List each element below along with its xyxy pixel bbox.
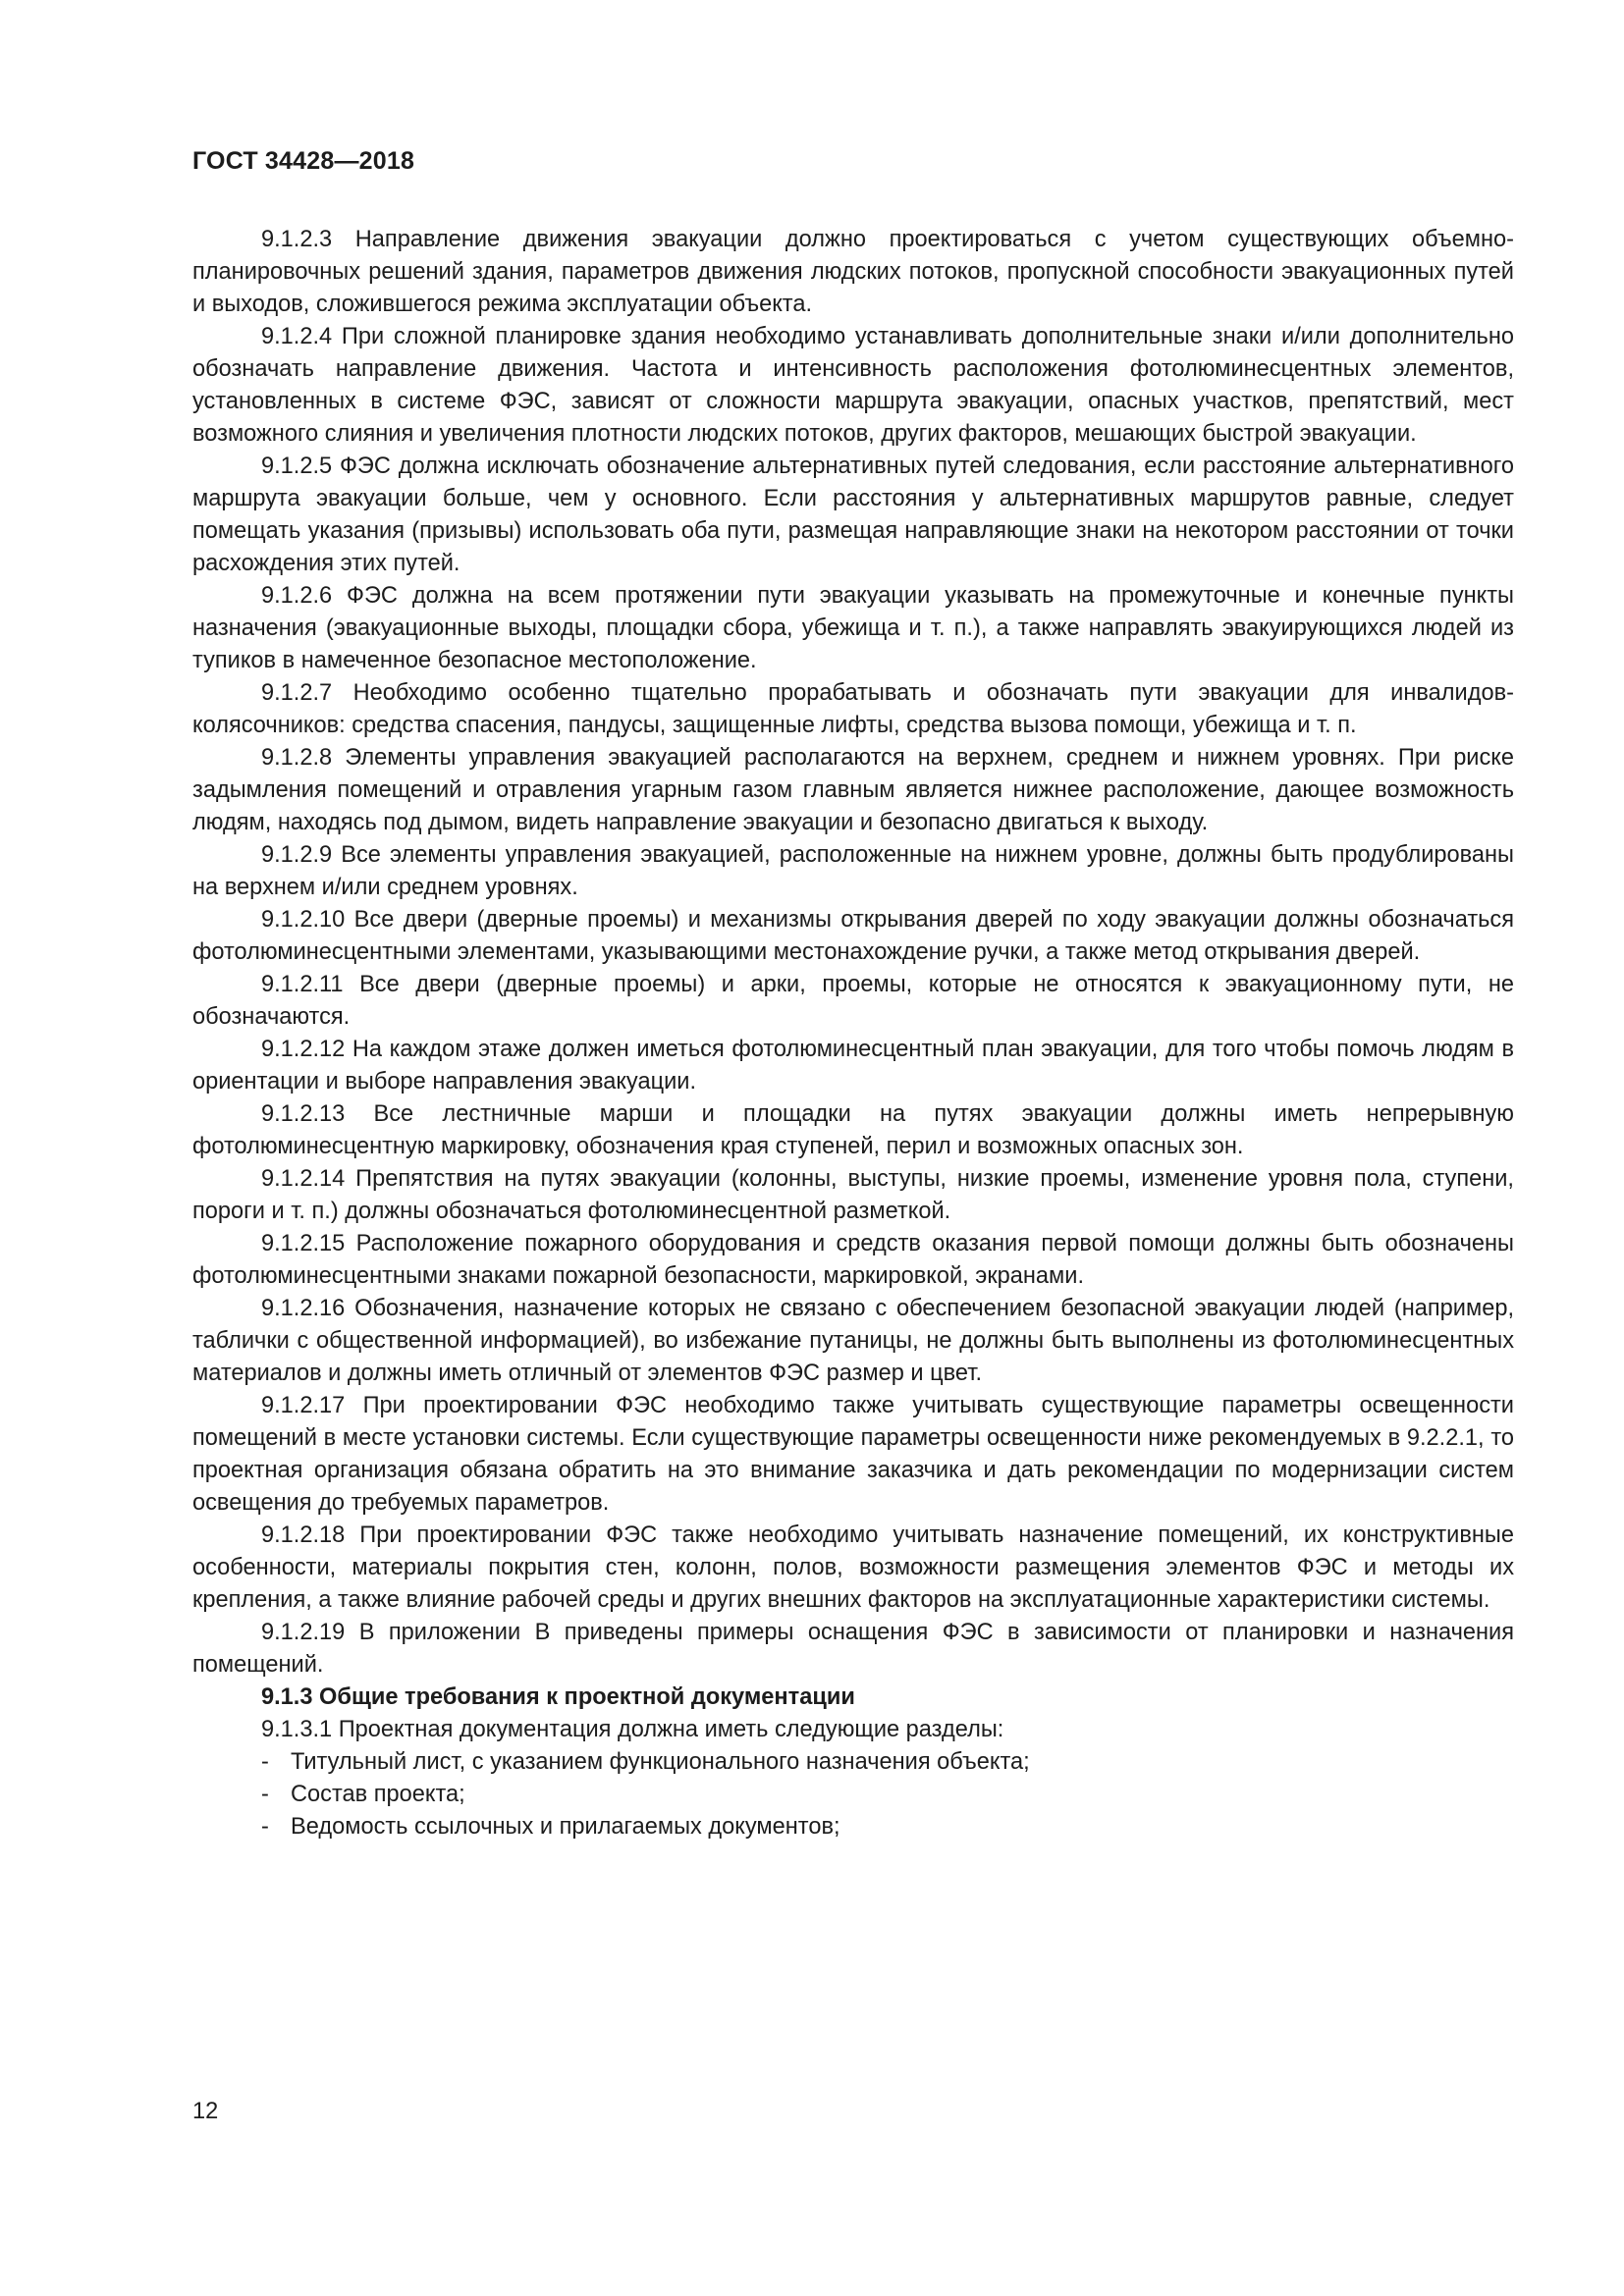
paragraph-9-1-2-13: 9.1.2.13 Все лестничные марши и площадки на путях эвакуации должны иметь непрерывную фотолюминесцентную маркировку, обозначения края ступеней, перил и возможных опасных зон. (192, 1101, 1514, 1159)
paragraph-9-1-2-5: 9.1.2.5 ФЭС должна исключать обозначение альтернативных путей следования, если расстояние альтернативного маршрута эвакуации больше, чем у основного. Если расстояния у альтернативных маршрутов равные, следует помещать указания (призывы) использовать оба пути, размещая направляющие знаки на некотором расстоянии от точки расхождения этих путей. (192, 454, 1514, 576)
list-item (192, 1811, 1514, 1843)
paragraph-9-1-2-19: 9.1.2.19 В приложении В приведены примеры оснащения ФЭС в зависимости от планировки и назначения помещений. (192, 1620, 1514, 1678)
paragraph-9-1-2-15: 9.1.2.15 Расположение пожарного оборудования и средств оказания первой помощи должны быть обозначены фотолюминесцентными знаками пожарной безопасности, маркировкой, экранами. (192, 1231, 1514, 1289)
list-item-text: Состав проекта; (291, 1782, 465, 1807)
list-dash: - (261, 1814, 269, 1840)
document-body (192, 224, 1514, 1843)
paragraph-9-1-2-10: 9.1.2.10 Все двери (дверные проемы) и механизмы открывания дверей по ходу эвакуации должны обозначаться фотолюминесцентными элементами, указывающими местонахождение ручки, а также метод открывания дверей. (192, 907, 1514, 965)
list-dash: - (261, 1782, 269, 1807)
page-number: 12 (192, 2099, 219, 2124)
paragraph-9-1-2-18: 9.1.2.18 При проектировании ФЭС также необходимо учитывать назначение помещений, их конструктивные особенности, материалы покрытия стен, колонн, полов, возможности размещения элементов ФЭС и методы их крепления, а также влияние рабочей среды и других внешних факторов на эксплуатационные характеристики системы. (192, 1522, 1514, 1613)
document-code-header: ГОСТ 34428—2018 (192, 147, 415, 175)
paragraph-9-1-2-7: 9.1.2.7 Необходимо особенно тщательно прорабатывать и обозначать пути эвакуации для инвалидов-колясочников: средства спасения, пандусы, защищенные лифты, средства вызова помощи, убежища и т. п. (192, 680, 1514, 738)
paragraph-9-1-2-12: 9.1.2.12 На каждом этаже должен иметься фотолюминесцентный план эвакуации, для того чтобы помочь людям в ориентации и выборе направления эвакуации. (192, 1037, 1514, 1095)
list-item-text: Титульный лист, с указанием функционального назначения объекта; (291, 1749, 1030, 1775)
list-item (192, 1746, 1514, 1779)
paragraph-9-1-2-11: 9.1.2.11 Все двери (дверные проемы) и арки, проемы, которые не относятся к эвакуационному пути, не обозначаются. (192, 972, 1514, 1030)
paragraph-9-1-2-9: 9.1.2.9 Все элементы управления эвакуацией, расположенные на нижнем уровне, должны быть продублированы на верхнем и/или среднем уровнях. (192, 842, 1514, 900)
paragraph-9-1-2-6: 9.1.2.6 ФЭС должна на всем протяжении пути эвакуации указывать на промежуточные и конечные пункты назначения (эвакуационные выходы, площадки сбора, убежища и т. п.), а также направлять эвакуирующихся людей из тупиков в намеченное безопасное местоположение. (192, 583, 1514, 673)
paragraph-9-1-3-1: 9.1.3.1 Проектная документация должна иметь следующие разделы: (261, 1717, 1004, 1742)
list-item (192, 1779, 1514, 1811)
paragraph-9-1-2-3: 9.1.2.3 Направление движения эвакуации должно проектироваться с учетом существующих объемно-планировочных решений здания, параметров движения людских потоков, пропускной способности эвакуационных путей и выходов, сложившегося режима эксплуатации объекта. (192, 227, 1514, 317)
list-item-text: Ведомость ссылочных и прилагаемых документов; (291, 1814, 840, 1840)
paragraph-9-1-2-4: 9.1.2.4 При сложной планировке здания необходимо устанавливать дополнительные знаки и/или дополнительно обозначать направление движения. Частота и интенсивность расположения фотолюминесцентных элементов, установленных в системе ФЭС, зависят от сложности маршрута эвакуации, опасных участков, препятствий, мест возможного слияния и увеличения плотности людских потоков, других факторов, мешающих быстрой эвакуации. (192, 324, 1514, 447)
list-dash: - (261, 1749, 269, 1775)
required-sections-list (192, 1746, 1514, 1843)
section-heading-9-1-3: 9.1.3 Общие требования к проектной документации (261, 1684, 855, 1710)
paragraph-9-1-2-16: 9.1.2.16 Обозначения, назначение которых не связано с обеспечением безопасной эвакуации людей (например, таблички с общественной информацией), во избежание путаницы, не должны быть выполнены из фотолюминесцентных материалов и должны иметь отличный от элементов ФЭС размер и цвет. (192, 1296, 1514, 1386)
paragraph-9-1-2-14: 9.1.2.14 Препятствия на путях эвакуации (колонны, выступы, низкие проемы, изменение уровня пола, ступени, пороги и т. п.) должны обозначаться фотолюминесцентной разметкой. (192, 1166, 1514, 1224)
paragraph-9-1-2-8: 9.1.2.8 Элементы управления эвакуацией располагаются на верхнем, среднем и нижнем уровнях. При риске задымления помещений и отравления угарным газом главным является нижнее расположение, дающее возможность людям, находясь под дымом, видеть направление эвакуации и безопасно двигаться к выходу. (192, 745, 1514, 835)
paragraph-9-1-2-17: 9.1.2.17 При проектировании ФЭС необходимо также учитывать существующие параметры освещенности помещений в месте установки системы. Если существующие параметры освещенности ниже рекомендуемых в 9.2.2.1, то проектная организация обязана обратить на это внимание заказчика и дать рекомендации по модернизации систем освещения до требуемых параметров. (192, 1393, 1514, 1516)
